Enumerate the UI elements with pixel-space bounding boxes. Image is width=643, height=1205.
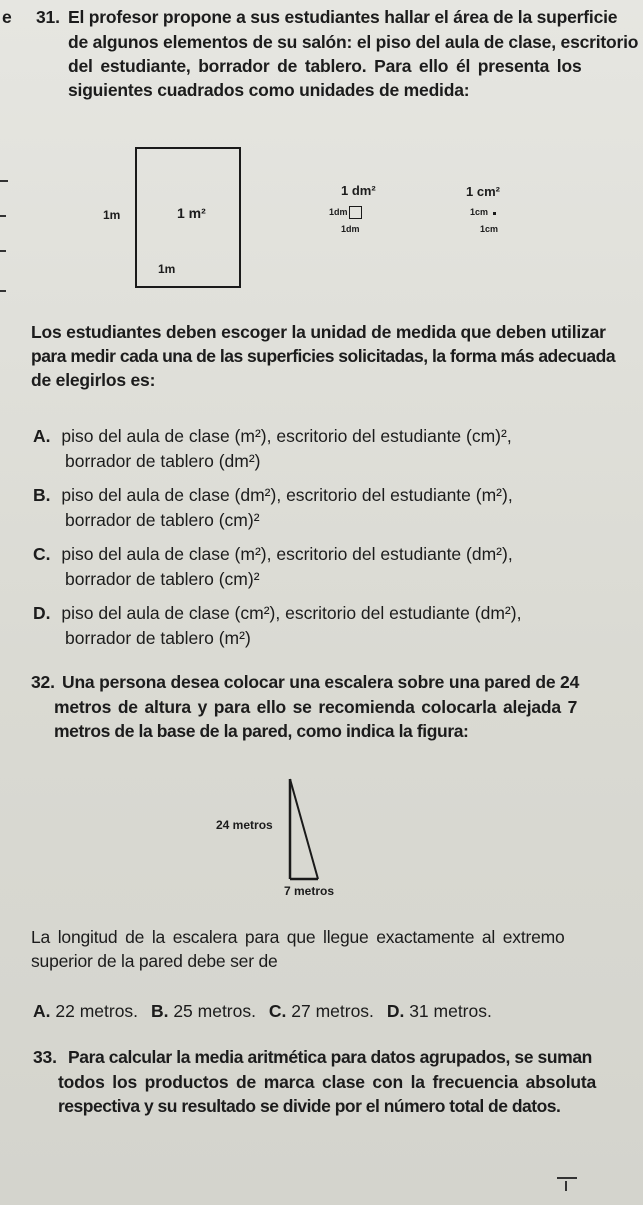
question-33-number: 33. (33, 1047, 57, 1067)
option-text: piso del aula de clase (dm²), escritorio del estudiante (m²), (61, 485, 513, 505)
question-32-stem (62, 670, 632, 694)
option-text-cont: borrador de tablero (dm²) (65, 451, 261, 471)
page-mark (557, 1177, 577, 1179)
question-32-number: 32. (31, 672, 55, 692)
q32-options-row (33, 999, 492, 1024)
option-text-cont: borrador de tablero (cm)² (65, 510, 260, 530)
option-a[interactable] (33, 424, 633, 474)
margin-mark (0, 215, 6, 217)
question-31-instruction (31, 320, 631, 392)
ladder-figure (280, 775, 350, 895)
q32-option-c[interactable] (269, 1001, 374, 1021)
stem-line: todos los productos de marca clase con la frecuencia absoluta (58, 1072, 597, 1092)
option-text-cont: borrador de tablero (m²) (65, 628, 251, 648)
instruction-line: de elegirlos es: (31, 370, 156, 390)
option-letter: C. (268, 1001, 287, 1021)
option-text: piso del aula de clase (m²), escritorio del estudiante (cm)², (61, 426, 512, 446)
question-32-stem-cont (54, 695, 634, 743)
stem-line: metros de la base de la pared, como indica la figura: (54, 721, 469, 741)
instruction-line: para medir cada una de las superficies solicitadas, la forma más adecuada (31, 346, 616, 366)
question-31-number: 31. (36, 7, 60, 27)
option-text: 31 metros. (409, 1001, 492, 1021)
cut-off-text: e (2, 7, 12, 27)
page-mark (565, 1181, 567, 1191)
option-c[interactable] (33, 542, 633, 592)
q32-option-a[interactable] (33, 1001, 138, 1021)
margin-mark (0, 290, 6, 292)
square-1m2-label: 1 m² (177, 205, 206, 221)
square-1cm2-label: 1 cm² (466, 184, 500, 199)
question-31-stem-cont (68, 30, 639, 102)
ladder-line (290, 779, 318, 879)
option-letter: C. (33, 544, 51, 564)
stem-line: Para calcular la media aritmética para datos agrupados, se suman (68, 1047, 592, 1067)
question-33-stem-cont (58, 1070, 633, 1118)
question-31-stem (68, 5, 633, 29)
option-letter: B. (33, 485, 51, 505)
prompt-line: superior de la pared debe ser de (31, 951, 278, 971)
option-letter: A. (33, 426, 51, 446)
wall-height-label: 24 metros (216, 818, 273, 832)
option-letter: D. (386, 1001, 405, 1021)
option-text: 22 metros. (55, 1001, 139, 1021)
square-1cm2-side-left: 1cm (470, 207, 489, 217)
stem-line: Una persona desea colocar una escalera sobre una pared de 24 (62, 672, 580, 692)
stem-line: respectiva y su resultado se divide por el número total de datos. (58, 1096, 561, 1116)
q32-option-b[interactable] (151, 1001, 256, 1021)
option-text: 27 metros. (291, 1001, 374, 1021)
stem-line: siguientes cuadrados como unidades de medida: (68, 80, 470, 100)
option-letter: B. (150, 1001, 169, 1021)
stem-line: de algunos elementos de su salón: el piso del aula de clase, escritorio (68, 32, 639, 52)
square-1m2-side-left: 1m (103, 208, 121, 222)
option-d[interactable] (33, 601, 633, 651)
square-1cm2-side-bottom: 1cm (480, 224, 499, 234)
option-letter: D. (33, 603, 51, 623)
question-33-stem (68, 1045, 633, 1069)
question-32-prompt (31, 925, 631, 973)
square-1dm2-label: 1 dm² (341, 183, 376, 198)
option-text: piso del aula de clase (m²), escritorio del estudiante (dm²), (61, 544, 513, 564)
stem-line: del estudiante, borrador de tablero. Para ello él presenta los (68, 56, 582, 76)
stem-line: metros de altura y para ello se recomienda colocarla alejada 7 (54, 697, 578, 717)
margin-mark (0, 250, 6, 252)
option-text: piso del aula de clase (cm²), escritorio del estudiante (dm²), (61, 603, 522, 623)
square-1dm2 (349, 206, 362, 219)
square-1dm2-side-left: 1dm (329, 207, 348, 217)
square-1dm2-side-bottom: 1dm (341, 224, 360, 234)
q32-option-d[interactable] (387, 1001, 492, 1021)
option-text: 25 metros. (173, 1001, 256, 1021)
stem-line: El profesor propone a sus estudiantes hallar el área de la superficie (68, 7, 618, 27)
option-b[interactable] (33, 483, 633, 533)
square-1cm2 (493, 212, 496, 215)
prompt-line: La longitud de la escalera para que llegue exactamente al extremo (31, 927, 565, 947)
square-1m2-side-bottom: 1m (158, 262, 176, 276)
option-letter: A. (33, 1001, 51, 1021)
option-text-cont: borrador de tablero (cm)² (65, 569, 260, 589)
ladder-base-label: 7 metros (284, 884, 335, 898)
instruction-line: Los estudiantes deben escoger la unidad de medida que deben utilizar (31, 322, 606, 342)
margin-mark (0, 180, 8, 182)
